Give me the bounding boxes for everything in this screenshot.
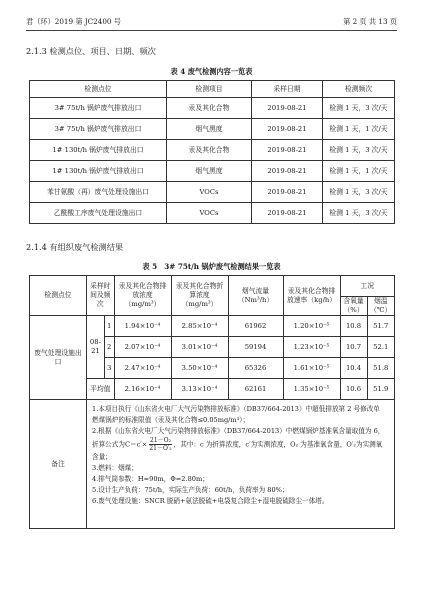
page-header xyxy=(26,14,397,31)
table-cell: 1 xyxy=(104,316,114,337)
table-cell: 10.8 xyxy=(340,316,367,337)
table-cell: 59194 xyxy=(228,337,283,358)
header-cell: 检测点位 xyxy=(30,81,167,98)
table-cell: 2.07×10⁻⁴ xyxy=(114,337,171,358)
table-header-row xyxy=(30,81,395,98)
header-cell: 烟气流量（Nm³/h） xyxy=(228,276,283,316)
table-row xyxy=(30,203,395,224)
table-cell: 汞及其化合物 xyxy=(167,140,252,161)
table-cell: 2.47×10⁻⁴ xyxy=(114,358,171,379)
table-cell: 汞及其化合物 xyxy=(167,98,252,119)
table-cell: 3# 75t/h 锅炉废气排放出口 xyxy=(30,119,167,140)
table-cell: 2019-08-21 xyxy=(252,161,323,182)
table-5-caption: 表 5 3# 75t/h 锅炉废气检测结果一览表 xyxy=(142,262,281,271)
table-cell: 2019-08-21 xyxy=(252,203,323,224)
table-cell: 2.85×10⁻⁴ xyxy=(171,316,228,337)
table-cell: 检测 1 天，1 次/天 xyxy=(323,119,395,140)
table-cell: 2019-08-21 xyxy=(252,182,323,203)
table-cell: 51.7 xyxy=(367,316,395,337)
header-cell: 汞及其化合物排放速率（kg/h） xyxy=(283,276,340,316)
header-cell: 烟温（℃） xyxy=(367,297,395,316)
table-cell: 1# 130t/h 锅炉废气排放出口 xyxy=(30,140,167,161)
formula-prefix: 折算公式为 xyxy=(92,440,125,449)
note-3: 3.燃料：烟煤； xyxy=(92,464,138,472)
table-cell: 苯甘氨酸（再）废气处理设施出口 xyxy=(30,182,167,203)
table-cell: 3# 75t/h 锅炉废气排放出口 xyxy=(30,98,167,119)
table-5 xyxy=(29,275,395,529)
table-row xyxy=(30,316,395,337)
header-cell: 含氧量（%） xyxy=(340,297,367,316)
note-2a: 2.根据《山东省火电厂大气污染物排放标准》（DB37/664-2013）中燃煤锅炉基准氧含量取值为 6， xyxy=(92,427,385,435)
table-cell: 检测 1 天，3 次/天 xyxy=(323,98,395,119)
table-cell: 61962 xyxy=(228,316,283,337)
header-cell: 采样时间及频次 xyxy=(87,276,115,316)
table-4 xyxy=(29,80,395,224)
table-cell: 2019-08-21 xyxy=(252,98,323,119)
table-row xyxy=(30,119,395,140)
header-cell: 汞及其化合物折算浓度（mg/m³） xyxy=(171,276,228,316)
table-cell: 1.94×10⁻⁴ xyxy=(114,316,171,337)
table-cell: 3.13×10⁻⁴ xyxy=(171,379,228,400)
table-cell: 2019-08-21 xyxy=(252,140,323,161)
table-cell: 1# 130t/h 锅炉废气排放出口 xyxy=(30,161,167,182)
table-cell: VOCs xyxy=(167,203,252,224)
header-cell: 检测项目 xyxy=(167,81,252,98)
note-2c: 含量； xyxy=(92,453,112,461)
document-number: 君（环）2019 第 JC2400 号 xyxy=(26,17,121,26)
table-cell: 1.20×10⁻⁵ xyxy=(283,316,340,337)
table-row xyxy=(30,182,395,203)
table-cell: 检测 1 天，3 次/天 xyxy=(323,182,395,203)
notes-row xyxy=(30,400,395,529)
table-row xyxy=(30,98,395,119)
table-row xyxy=(30,161,395,182)
page-number: 第 2 页 共 13 页 xyxy=(343,17,397,26)
table-cell: 10.4 xyxy=(340,358,367,379)
table-cell: 1.35×10⁻⁵ xyxy=(283,379,340,400)
table-cell: 10.6 xyxy=(340,379,367,400)
table-cell: 1.23×10⁻⁵ xyxy=(283,337,340,358)
formula-fraction xyxy=(149,437,171,452)
table-cell: 51.8 xyxy=(367,358,395,379)
note-1b: 燃煤锅炉的标准限值（汞及其化合物≤0.05mg/m³）； xyxy=(92,416,250,424)
table-cell: 烟气黑度 xyxy=(167,119,252,140)
note-5: 5.设计生产负荷：75t/h，实际生产负荷：60t/h，负荷率为 80%； xyxy=(92,486,289,494)
table-cell: 10.7 xyxy=(340,337,367,358)
table-row xyxy=(30,140,395,161)
formula-lhs: C＝c′× xyxy=(124,440,148,449)
table-cell: 65326 xyxy=(228,358,283,379)
table-cell: 2 xyxy=(104,337,114,358)
table-cell: 51.9 xyxy=(367,379,395,400)
table-cell: 烟气黑度 xyxy=(167,161,252,182)
header-cell: 汞及其化合物排放浓度（mg/m³） xyxy=(114,276,171,316)
table-cell: 2.16×10⁻⁴ xyxy=(114,379,171,400)
table-cell: 检测 1 天，1 次/天 xyxy=(323,161,395,182)
table-cell: 52.1 xyxy=(367,337,395,358)
table-cell: 平均值 xyxy=(87,379,115,400)
section-heading-2-1-3: 2.1.3 检测点位、项目、日期、频次 xyxy=(26,46,156,56)
table-cell: 乙酰酸工序废气处理设施出口 xyxy=(30,203,167,224)
note-4: 4.排气筒参数：H=90m，Φ=2.80m； xyxy=(92,475,209,483)
table-cell: 2019-08-21 xyxy=(252,119,323,140)
note-2-formula xyxy=(92,437,389,452)
formula-denominator: 21－O′₂ xyxy=(149,445,172,452)
table-cell: 62161 xyxy=(228,379,283,400)
table-4-caption: 表 4 废气检测内容一览表 xyxy=(170,67,253,76)
notes-content xyxy=(87,400,395,529)
header-cell: 工况 xyxy=(340,276,394,297)
header-cell: 采样日期 xyxy=(252,81,323,98)
table-cell: 检测 1 天，3 次/天 xyxy=(323,140,395,161)
header-cell: 检测频次 xyxy=(323,81,395,98)
section-heading-2-1-4: 2.1.4 有组织废气检测结果 xyxy=(26,242,124,252)
note-1a: 1.本项目执行《山东省火电厂大气污染物排放标准》（DB37/664-2013）中超低排放第 2 号修改单 xyxy=(92,405,380,413)
table-cell: 废气处理设施出口 xyxy=(30,316,87,400)
table-cell: 3.50×10⁻⁴ xyxy=(171,358,228,379)
header-cell: 检测点位 xyxy=(30,276,87,316)
table-cell: 1.61×10⁻⁵ xyxy=(283,358,340,379)
table-header-row xyxy=(30,276,395,297)
table-cell: 3.01×10⁻⁴ xyxy=(171,337,228,358)
formula-numerator: 21－O₂ xyxy=(150,437,171,444)
table-cell: 08-21 xyxy=(87,316,105,379)
note-6: 6.废气处理设施：SNCR 脱硝+氨法脱硫+电袋复合除尘+湿电脱硫除尘一体塔。 xyxy=(92,497,329,505)
table-cell: VOCs xyxy=(167,182,252,203)
table-cell: 3 xyxy=(104,358,114,379)
notes-label: 备注 xyxy=(30,400,87,529)
formula-suffix: ，其中：c 为折算浓度，c′为实测浓度，O₂ 为基准氧含量，O′₂为实测氧 xyxy=(173,440,383,449)
table-cell: 检测 1 天，3 次/天 xyxy=(323,203,395,224)
